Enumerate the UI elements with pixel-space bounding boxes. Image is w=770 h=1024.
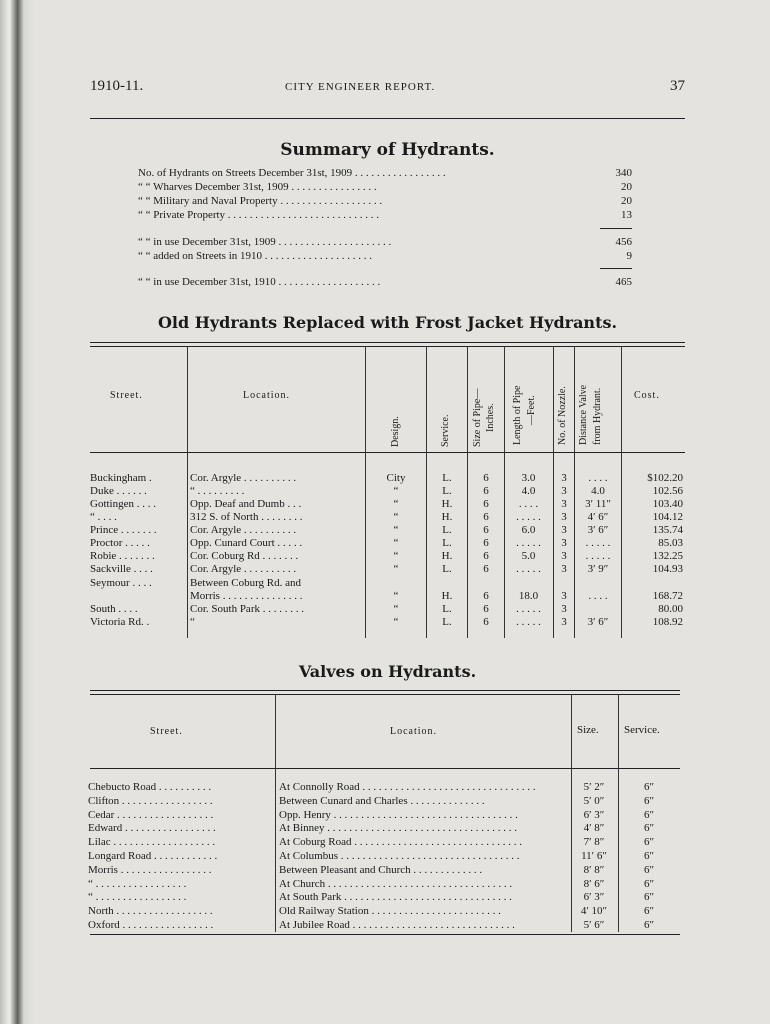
cell-size: 6 xyxy=(483,563,489,575)
cell-distance xyxy=(576,577,620,590)
cell-service: L. xyxy=(442,603,452,615)
cell-distance: 3′ 6″ xyxy=(587,524,609,536)
cell-nozzle: 3 xyxy=(561,590,567,602)
cell-nozzle: 3 xyxy=(561,563,567,575)
summary-row xyxy=(138,167,632,180)
cell-design: “ xyxy=(393,485,399,497)
cell-design: “ xyxy=(393,590,399,602)
cell-size: 5′ 6″ xyxy=(583,919,605,931)
cell-size: 6′ 3″ xyxy=(583,808,605,821)
cell-service: 6″ xyxy=(643,822,655,835)
summary-row xyxy=(138,181,632,194)
cell-street: Proctor . . . . . xyxy=(90,537,150,549)
report-year: 1910-11. xyxy=(90,78,144,94)
cell-service: H. xyxy=(441,511,453,523)
cell-nozzle: 3 xyxy=(561,524,567,536)
cell-service: L. xyxy=(442,524,452,536)
col-header-street: Street. xyxy=(110,390,143,401)
cell-street: Morris . . . . . . . . . . . . . . . . . xyxy=(88,863,212,876)
cell-street: Robie . . . . . . . xyxy=(90,550,155,562)
cell-design: “ xyxy=(393,550,399,562)
cell-design: “ xyxy=(393,537,399,549)
cell-service: 6″ xyxy=(643,836,655,849)
cell-street: “ . . . . . . . . . . . . . . . . . xyxy=(88,891,187,904)
summary-value: 340 xyxy=(615,167,632,179)
summary-value: 465 xyxy=(615,276,632,288)
cell-location: “ . . . . . . . . . xyxy=(190,485,245,497)
cell-size: 6 xyxy=(483,603,489,615)
cell-location: Between Pleasant and Church . . . . . . . . . . . . . xyxy=(279,863,483,876)
cell-size: 6 xyxy=(483,590,489,602)
cell-service: 6″ xyxy=(643,808,655,821)
summary-label: “ “ in use December 31st, 1909 . . . . . . . . . . . . . . . . . . . . . xyxy=(138,236,392,248)
column-divider xyxy=(618,694,619,932)
valves-title: Valves on Hydrants. xyxy=(298,662,477,681)
column-divider xyxy=(504,346,505,638)
cell-size: 8′ 8″ xyxy=(583,863,605,876)
cell-size: 4′ 8″ xyxy=(583,822,605,835)
cell-street: Lilac . . . . . . . . . . . . . . . . . . . xyxy=(88,836,216,849)
column-divider xyxy=(621,346,622,638)
summary-value: 20 xyxy=(621,195,632,207)
cell-nozzle: 3 xyxy=(561,616,567,628)
summary-label: “ “ in use December 31st, 1910 . . . . . . . . . . . . . . . . . . . xyxy=(138,276,381,288)
cell-service: 6″ xyxy=(643,863,655,876)
cell-location: At Columbus . . . . . . . . . . . . . . . . . . . . . . . . . . . . . . . . . xyxy=(279,850,520,862)
cell-location: Cor. South Park . . . . . . . . xyxy=(190,603,304,615)
cell-service: 6″ xyxy=(643,877,655,890)
cell-street: Prince . . . . . . . xyxy=(90,524,157,536)
valves-top-rule xyxy=(90,690,680,695)
cell-distance: 3′ 6″ xyxy=(587,616,609,628)
cell-nozzle: 3 xyxy=(561,550,567,562)
summary-value: 20 xyxy=(621,181,632,193)
summary-label: “ “ Wharves December 31st, 1909 . . . . . . . . . . . . . . . . xyxy=(138,181,377,193)
cell-length: 5.0 xyxy=(521,550,536,562)
summary-label: No. of Hydrants on Streets December 31st, 1909 . . . . . . . . . . . . . . . . . xyxy=(138,167,446,179)
cell-length: . . . . . xyxy=(516,616,541,628)
valves-header-service: Service. xyxy=(624,724,660,736)
cell-length: . . . . . xyxy=(516,603,541,615)
cell-nozzle: 3 xyxy=(561,537,567,549)
cell-size: 6 xyxy=(483,485,489,497)
col-header-size-2: Inches. xyxy=(485,403,496,432)
cell-street: Edward . . . . . . . . . . . . . . . . . xyxy=(88,822,216,835)
cell-street: Gottingen . . . . xyxy=(90,498,156,510)
cell-size xyxy=(469,577,503,590)
cell-cost: 132.25 xyxy=(652,550,683,562)
cell-location: Cor. Coburg Rd . . . . . . . xyxy=(190,550,299,562)
cell-service xyxy=(428,577,466,590)
cell-service: H. xyxy=(441,590,453,602)
summary-title: Summary of Hydrants. xyxy=(280,140,495,160)
cell-service: 6″ xyxy=(643,891,655,904)
valves-header-rule xyxy=(90,768,680,769)
cell-location: At Jubilee Road . . . . . . . . . . . . . . . . . . . . . . . . . . . . . . xyxy=(279,919,515,931)
col-header-cost: Cost. xyxy=(634,390,660,401)
cell-length: . . . . xyxy=(518,498,539,510)
cell-location: Morris . . . . . . . . . . . . . . . xyxy=(190,590,303,602)
cell-design: “ xyxy=(393,498,399,510)
column-divider xyxy=(187,346,188,638)
cell-distance: 4′ 6″ xyxy=(587,511,609,523)
cell-cost: 102.56 xyxy=(652,485,683,497)
sum-rule xyxy=(600,228,632,229)
cell-cost: 103.40 xyxy=(652,498,683,510)
cell-nozzle xyxy=(555,577,573,590)
cell-cost: 104.12 xyxy=(652,511,683,523)
cell-location: Old Railway Station . . . . . . . . . . . . . . . . . . . . . . . . xyxy=(279,905,501,918)
cell-size: 6′ 3″ xyxy=(583,891,605,904)
col-header-nozzle: No. of Nozzle. xyxy=(557,386,568,445)
col-header-distance-2: from Hydrant. xyxy=(592,387,603,445)
cell-cost: 85.03 xyxy=(658,537,683,549)
book-binding-edge xyxy=(0,0,34,1024)
cell-cost: 80.00 xyxy=(658,603,683,615)
column-divider xyxy=(574,346,575,638)
cell-distance: . . . . xyxy=(588,472,608,484)
cell-street: Duke . . . . . . xyxy=(90,485,147,497)
cell-length: 18.0 xyxy=(518,590,539,602)
cell-nozzle: 3 xyxy=(561,511,567,523)
col-header-size-1: Size of Pipe— xyxy=(472,388,483,447)
cell-street: “ . . . . xyxy=(90,511,117,523)
cell-design: “ xyxy=(393,524,399,536)
cell-distance: 3′ 11″ xyxy=(585,498,611,510)
cell-street: Victoria Rd. . xyxy=(90,616,150,628)
cell-street: Longard Road . . . . . . . . . . . . xyxy=(88,850,218,862)
col-header-location: Location. xyxy=(243,390,291,401)
cell-distance xyxy=(576,603,620,616)
cell-size: 6 xyxy=(483,511,489,523)
cell-location: Cor. Argyle . . . . . . . . . . xyxy=(190,472,297,484)
cell-distance: 4.0 xyxy=(591,485,605,497)
cell-location: Opp. Deaf and Dumb . . . xyxy=(190,498,302,510)
cell-distance: . . . . . xyxy=(585,550,611,562)
cell-street xyxy=(90,590,186,603)
cell-size: 11′ 6″ xyxy=(581,850,607,862)
cell-cost: 108.92 xyxy=(652,616,683,628)
cell-distance: 3′ 9″ xyxy=(587,563,609,575)
cell-design xyxy=(368,577,424,590)
summary-label: “ “ Military and Naval Property . . . . . . . . . . . . . . . . . . . xyxy=(138,195,383,207)
cell-size: 6 xyxy=(483,537,489,549)
cell-service: L. xyxy=(442,537,452,549)
summary-value: 456 xyxy=(615,236,632,248)
cell-service: 6″ xyxy=(643,781,655,793)
cell-cost: 104.93 xyxy=(652,563,683,575)
cell-nozzle: 3 xyxy=(561,472,567,484)
cell-service: L. xyxy=(442,616,452,628)
summary-row xyxy=(138,236,632,249)
cell-size: 4′ 10″ xyxy=(580,905,608,918)
cell-service: 6″ xyxy=(643,794,655,807)
cell-location: At South Park . . . . . . . . . . . . . . . . . . . . . . . . . . . . . . . xyxy=(279,891,512,904)
cell-length xyxy=(506,577,551,590)
column-divider xyxy=(275,694,276,932)
cell-size: 6 xyxy=(483,550,489,562)
cell-length: . . . . . xyxy=(516,563,541,575)
cell-cost: $102.20 xyxy=(647,472,683,484)
cell-location: Opp. Cunard Court . . . . . xyxy=(190,537,303,549)
head-rule xyxy=(90,118,685,119)
cell-location: 312 S. of North . . . . . . . . xyxy=(190,511,303,523)
cell-design: “ xyxy=(393,511,399,523)
cell-service: 6″ xyxy=(643,905,655,918)
valves-bottom-rule xyxy=(90,934,680,935)
cell-size: 6 xyxy=(483,524,489,536)
cell-street: South . . . . xyxy=(90,603,138,615)
column-divider xyxy=(426,346,427,638)
cell-nozzle: 3 xyxy=(561,498,567,510)
running-head xyxy=(90,78,685,98)
cell-length: . . . . . xyxy=(516,511,541,523)
cell-design: “ xyxy=(393,563,399,575)
sum-rule xyxy=(600,268,632,269)
cell-service: L. xyxy=(442,472,452,484)
cell-distance: . . . . xyxy=(588,590,608,602)
cell-location: Opp. Henry . . . . . . . . . . . . . . . . . . . . . . . . . . . . . . . . . . xyxy=(279,808,518,821)
cell-street: Seymour . . . . xyxy=(90,577,152,589)
running-title: CITY ENGINEER REPORT. xyxy=(285,81,436,93)
cell-location: Between Coburg Rd. and xyxy=(190,577,302,589)
cell-service: 6″ xyxy=(643,850,655,862)
summary-row xyxy=(138,209,632,222)
valves-header-street: Street. xyxy=(150,726,183,737)
cell-size: 6 xyxy=(483,616,489,628)
cell-length: 3.0 xyxy=(521,472,536,484)
col-header-design: Design. xyxy=(390,416,401,447)
cell-size: 5′ 2″ xyxy=(583,781,605,793)
column-divider xyxy=(467,346,468,638)
cell-location: At Coburg Road . . . . . . . . . . . . . . . . . . . . . . . . . . . . . . . xyxy=(279,836,523,849)
cell-location: At Church . . . . . . . . . . . . . . . . . . . . . . . . . . . . . . . . . . xyxy=(279,877,513,890)
summary-row xyxy=(138,195,632,208)
column-divider xyxy=(553,346,554,638)
replaced-title: Old Hydrants Replaced with Frost Jacket Hydrants. xyxy=(157,313,618,332)
cell-cost: 168.72 xyxy=(652,590,683,602)
cell-street: Oxford . . . . . . . . . . . . . . . . . xyxy=(88,919,214,931)
cell-design: City xyxy=(386,472,406,484)
cell-length: . . . . . xyxy=(516,537,541,549)
cell-service: L. xyxy=(442,485,452,497)
cell-nozzle: 3 xyxy=(561,603,567,615)
valves-header-location: Location. xyxy=(390,726,438,737)
cell-location: Cor. Argyle . . . . . . . . . . xyxy=(190,563,297,575)
cell-size: 8′ 6″ xyxy=(583,877,605,890)
cell-street: Clifton . . . . . . . . . . . . . . . . . xyxy=(88,794,213,807)
cell-street: Cedar . . . . . . . . . . . . . . . . . . xyxy=(88,808,214,821)
summary-value: 9 xyxy=(626,250,632,262)
cell-street: Chebucto Road . . . . . . . . . . xyxy=(88,781,212,793)
summary-label: “ “ Private Property . . . . . . . . . . . . . . . . . . . . . . . . . . . . xyxy=(138,209,380,221)
cell-service: H. xyxy=(441,550,453,562)
page-number: 37 xyxy=(670,78,685,94)
cell-length: 6.0 xyxy=(521,524,536,536)
cell-cost: 135.74 xyxy=(652,524,683,536)
cell-service: H. xyxy=(441,498,453,510)
cell-size: 7′ 8″ xyxy=(583,836,605,849)
cell-size: 6 xyxy=(483,472,489,484)
cell-service: L. xyxy=(442,563,452,575)
cell-street: North . . . . . . . . . . . . . . . . . . xyxy=(88,905,213,918)
summary-row xyxy=(138,276,632,289)
column-divider xyxy=(365,346,366,638)
cell-nozzle: 3 xyxy=(561,485,567,497)
cell-street: Buckingham . xyxy=(90,472,152,484)
col-header-distance-1: Distance Valve xyxy=(578,384,589,445)
col-header-length-2: —Feet. xyxy=(526,395,537,425)
cell-design: “ xyxy=(393,603,399,615)
col-header-service: Service. xyxy=(440,414,451,447)
cell-length: 4.0 xyxy=(521,485,536,497)
cell-design: “ xyxy=(393,616,399,628)
replaced-header-rule xyxy=(90,452,685,453)
cell-service: 6″ xyxy=(643,919,655,931)
replaced-top-rule xyxy=(90,342,685,347)
cell-location: At Binney . . . . . . . . . . . . . . . . . . . . . . . . . . . . . . . . . . . xyxy=(279,822,518,835)
cell-location: Cor. Argyle . . . . . . . . . . xyxy=(190,524,297,536)
cell-street: Sackville . . . . xyxy=(90,563,153,575)
cell-street: “ . . . . . . . . . . . . . . . . . xyxy=(88,877,187,890)
summary-row xyxy=(138,250,632,263)
cell-size: 6 xyxy=(483,498,489,510)
cell-location: “ xyxy=(190,616,195,628)
cell-distance: . . . . . xyxy=(585,537,611,549)
cell-location: Between Cunard and Charles . . . . . . . . . . . . . . xyxy=(279,794,485,807)
valves-header-size: Size. xyxy=(577,724,599,736)
col-header-length-1: Length of Pipe xyxy=(512,385,523,445)
summary-value: 13 xyxy=(621,209,632,221)
cell-size: 5′ 0″ xyxy=(583,794,605,807)
cell-cost xyxy=(623,577,683,590)
cell-location: At Connolly Road . . . . . . . . . . . . . . . . . . . . . . . . . . . . . . . . xyxy=(279,781,536,793)
summary-label: “ “ added on Streets in 1910 . . . . . . . . . . . . . . . . . . . . xyxy=(138,250,373,262)
